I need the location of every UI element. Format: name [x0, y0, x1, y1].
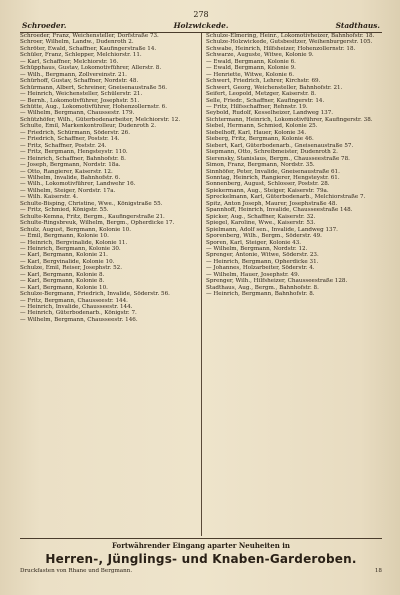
sheet-number: 18 [374, 568, 382, 574]
header-right: Stadthaus. [335, 21, 380, 30]
directory-entry: Schröter, Ewald, Schaffner, Kaufingerstraße 14. [20, 45, 157, 52]
directory-entry: — Karl, Bergmann, Kolonie 8. [20, 278, 105, 285]
directory-entry: Sprenger, Wilh., Hilfsheizer, Chausseestraße 128. [206, 278, 348, 285]
running-header [20, 20, 382, 33]
directory-entry: — Wilhelm, Bergmann, Chaussestr. 179. [20, 110, 135, 117]
directory-entry: Schwert, Friedrich, Lehrer, Kirchstr. 69. [206, 78, 321, 85]
directory-entry: — Karl, Bergmann, Kolonie 10. [20, 284, 108, 291]
directory-entry: — Heinrich, Weichensteller, Schülerstr. 21. [20, 91, 143, 98]
directory-entry: Simon, Franz, Bergmann, Nordstr. 35. [206, 162, 315, 169]
directory-entry: Sprenger, Antonie, Witwe, Söderstr. 23. [206, 252, 319, 259]
header-center: Holzwickede. [173, 21, 229, 30]
directory-entry: — Fritz, Bergmann, Chausseestr. 144. [20, 297, 128, 304]
directory-entry: Schulze-Holzwickede, Gutsbesitzer, Weihenburgerstr. 105. [206, 39, 373, 46]
footer-rule [20, 538, 382, 539]
directory-entry: Siebel, Hermann, Schmied, Kolonie 25. [206, 123, 318, 130]
directory-entry: Schroeder, Franz, Weichensteller, Dorfstraße 73. [20, 33, 159, 39]
directory-entry: Spiekermann, Aug., Steiger, Kaiserstr. 79a. [206, 187, 329, 194]
directory-entry: Schulte-Bisping, Christine, Wwe., Königstraße 55. [20, 200, 163, 207]
directory-entry: — Heinrich, Bergvinalide, Kolonie 11. [20, 239, 128, 246]
directory-entry: — Wilhelm, Hauer, Josephstr. 49. [206, 271, 300, 278]
directory-entry: — Fritz, Schaffner, Poststr. 24. [20, 142, 107, 149]
directory-entry: Schulte, Emil, Markenkontrolleur, Dudenroth 2. [20, 123, 156, 130]
directory-entry: Siepmann, Otto, Schreibmeister, Dudenroth 2. [206, 149, 338, 156]
directory-entry: — Wilhelm, Bergmann, Nordstr. 12. [206, 245, 308, 252]
directory-entry: — Karl, Bergmann, Kolonie 8. [20, 271, 105, 278]
directory-entry: Sinnhöfer, Peter, Invalide, Gneisenaustraße 61. [206, 168, 340, 175]
directory-entry: — Wilh., Bergmann, Zollvereinstr. 21. [20, 71, 127, 78]
directory-entry: Sonnenberg, August, Schlosser, Poststr. 28. [206, 181, 330, 188]
directory-entry: Siebert, Karl, Güterbodenarb., Gneisenaustraße 57. [206, 142, 354, 149]
imprint-row [20, 567, 382, 576]
directory-entry: — Fritz, Schmied, Königstr. 55. [20, 207, 109, 214]
directory-entry: Schwarze, Auguste, Witwe, Kolonie 9. [206, 52, 314, 59]
directory-entry: Schürmann, Albert, Schreiner, Gneisenaustraße 56. [20, 84, 168, 91]
directory-entry: — Heinrich, Schaffner, Bahnhofstr. 8. [20, 155, 126, 162]
directory-entry: Schützhöfer, Wilh., Güterbodenarbeiter, Melchiorstr. 12. [20, 116, 181, 123]
directory-entry: Schwert, Georg, Weichensteller, Bahnhofstr. 21. [206, 84, 343, 91]
directory-entry: — Wilhelm, Bergmann, Chausseestr. 146. [20, 316, 138, 323]
directory-entry: — Ewald, Bergmann, Kolonie 9. [206, 65, 296, 72]
directory-entry: — Joseph, Bergmann, Nordstr. 18a. [20, 162, 121, 169]
printer-imprint: Druckfasten von Rhane und Bergmann. [20, 568, 133, 574]
directory-entry: — Otto, Rangierer, Kaiserstr. 12. [20, 168, 113, 175]
directory-entry: Schwabe, Heinrich, Hilfsheizer, Hohenzollernstr. 18. [206, 45, 356, 52]
directory-entry: Siebelhoff, Karl, Hauer, Kolonie 34. [206, 129, 307, 136]
directory-entry: — Wilhelm, Invalide, Bahnhofstr. 6. [20, 174, 121, 181]
left-column [20, 33, 201, 536]
directory-entry: — Fritz, Bergmann, Hengsteystr. 110. [20, 149, 128, 156]
directory-entry: — Karl, Schaffner, Melchiorstr. 16. [20, 58, 119, 65]
directory-entry: Spitz, Anton Joseph, Maurer, Josephstraße 48. [206, 200, 338, 207]
directory-entry: — Wilh., Lokomotivführer, Landwehr 16. [20, 181, 136, 188]
advertisement-headline: Herren-, Jünglings- und Knaben-Garderoben. [45, 552, 357, 566]
directory-entry: Schüler, Franz, Schlepper, Melchiorstr. 11. [20, 52, 142, 59]
directory-entry: Schürhoff, Gustav, Schaffner, Nordstr. 48. [20, 78, 139, 85]
directory-entry: Spannhoff, Heinrich, Invalide, Chausseestraße 148. [206, 207, 353, 214]
directory-entry: Sierensky, Stanislaus, Bergm., Chausseestraße 78. [206, 155, 350, 162]
directory-entry: — Ewald, Bergmann, Kolonie 6. [206, 58, 296, 65]
directory-entry: Schulte-Kemna, Fritz, Bergm., Kaufingerstraße 21. [20, 213, 165, 220]
directory-entry: — Wilh. Kaiserstr. 4. [20, 194, 78, 201]
directory-entry: — Bernh., Lokomotivführer, Josephstr. 51. [20, 97, 140, 104]
directory-entry: — Heinrich, Bergmann, Opherdicke 31. [206, 258, 319, 265]
directory-entry: — Johannes, Holzarbeiter, Söderstr. 4. [206, 265, 315, 272]
directory-entry: Schroer, Wilhelm, Landw., Dudenroth 2. [20, 39, 134, 46]
header-left: Schroeder. [22, 21, 67, 30]
directory-entry: — Wilhelm, Steiger, Nordstr. 17a. [20, 187, 116, 194]
directory-entry: Sporen, Karl, Steiger, Kolonie 43. [206, 239, 302, 246]
directory-entry: — Karl, Bergmann, Kolonie 21. [20, 252, 108, 259]
page-number: 278 [193, 10, 209, 19]
directory-entry: — Heinrich, Güterbodenarb., Königstr. 7. [20, 310, 137, 317]
directory-columns [20, 33, 382, 536]
directory-entry: — Friedrich, Schaffner, Poststr. 14. [20, 136, 120, 143]
right-column [201, 33, 382, 536]
directory-entry: Schütte, Aug., Lokomotivführer, Hohenzollernstr. 6. [20, 103, 167, 110]
directory-entry: Spiegel, Karoline, Wwe., Kaiserstr. 53. [206, 220, 316, 227]
directory-entry: Sonntag, Heinrich, Rangierer, Hengsteystr. 61. [206, 174, 340, 181]
directory-entry: Sichtermann, Heinrich, Lokomotivführer, Kaufingerstr. 38. [206, 116, 373, 123]
directory-entry: Schulze, Emil, Reiser, Josephstr. 52. [20, 265, 123, 272]
directory-entry: — Henriette, Witwe, Kolonie 6. [206, 71, 295, 78]
directory-entry: Seifert, Leopold, Metzger, Kaiserstr. 8. [206, 91, 317, 98]
directory-entry: Sieberg, Fritz, Bergmann, Kolonie 46. [206, 136, 314, 143]
directory-entry: — Fritz, Hilfsschaffner, Rehnstr. 19. [206, 103, 308, 110]
directory-entry: Spreckelmann, Karl, Güterbodenarb., Melchiorstraße 7. [206, 194, 366, 201]
directory-entry: Schulte-Ringsbreuk, Wilhelm, Bergm., Opherdicke 17. [20, 220, 175, 227]
directory-entry: Stadthaus, Aug., Bergm., Bahnhofstr. 8. [206, 284, 319, 291]
advertisement-line: Fortwährender Eingang aparter Neuheiten in [111, 541, 291, 550]
column-divider [201, 33, 202, 536]
directory-entry: Seybold, Rudolf, Kesselheizer, Landweg 137. [206, 110, 334, 117]
directory-entry: Spicker, Aug., Schaffner, Kaiserstr. 32. [206, 213, 316, 220]
directory-entry: Schulz, August, Bergmann, Kolonie 10. [20, 226, 131, 233]
directory-entry: Schüpphaus, Gustav, Lokomotivführer, Allerstr. 8. [20, 65, 162, 72]
directory-entry: — Friedrich, Schürmann, Söderstr. 26. [20, 129, 131, 136]
directory-entry: Selle, Friedr., Schaffner, Kaufingerstr. 14. [206, 97, 325, 104]
directory-entry: — Heinrich, Bergmann, Kolonie 30. [20, 245, 121, 252]
directory-entry: Schulze-Bergmann, Friedrich, Invalide, Söderstr. 56. [20, 291, 170, 298]
directory-entry: Sporenberg, Wilh., Bergm., Söderstr. 49. [206, 233, 322, 240]
directory-entry: Schulze-Elmering, Heinr., Lokomotivheizer, Bahnhofstr. 18. [206, 33, 375, 39]
directory-entry: — Heinrich, Invalide, Chausseestr. 144. [20, 304, 133, 311]
directory-entry: — Karl, Bergvinalide, Kolonie 10. [20, 258, 115, 265]
directory-entry: — Emil, Bergmann, Kolonie 10. [20, 233, 109, 240]
directory-entry: Spielmann, Adolf sen., Invalide, Landweg 137. [206, 226, 338, 233]
directory-entry: — Heinrich, Bergmann, Bahnhofstr. 8. [206, 291, 315, 298]
